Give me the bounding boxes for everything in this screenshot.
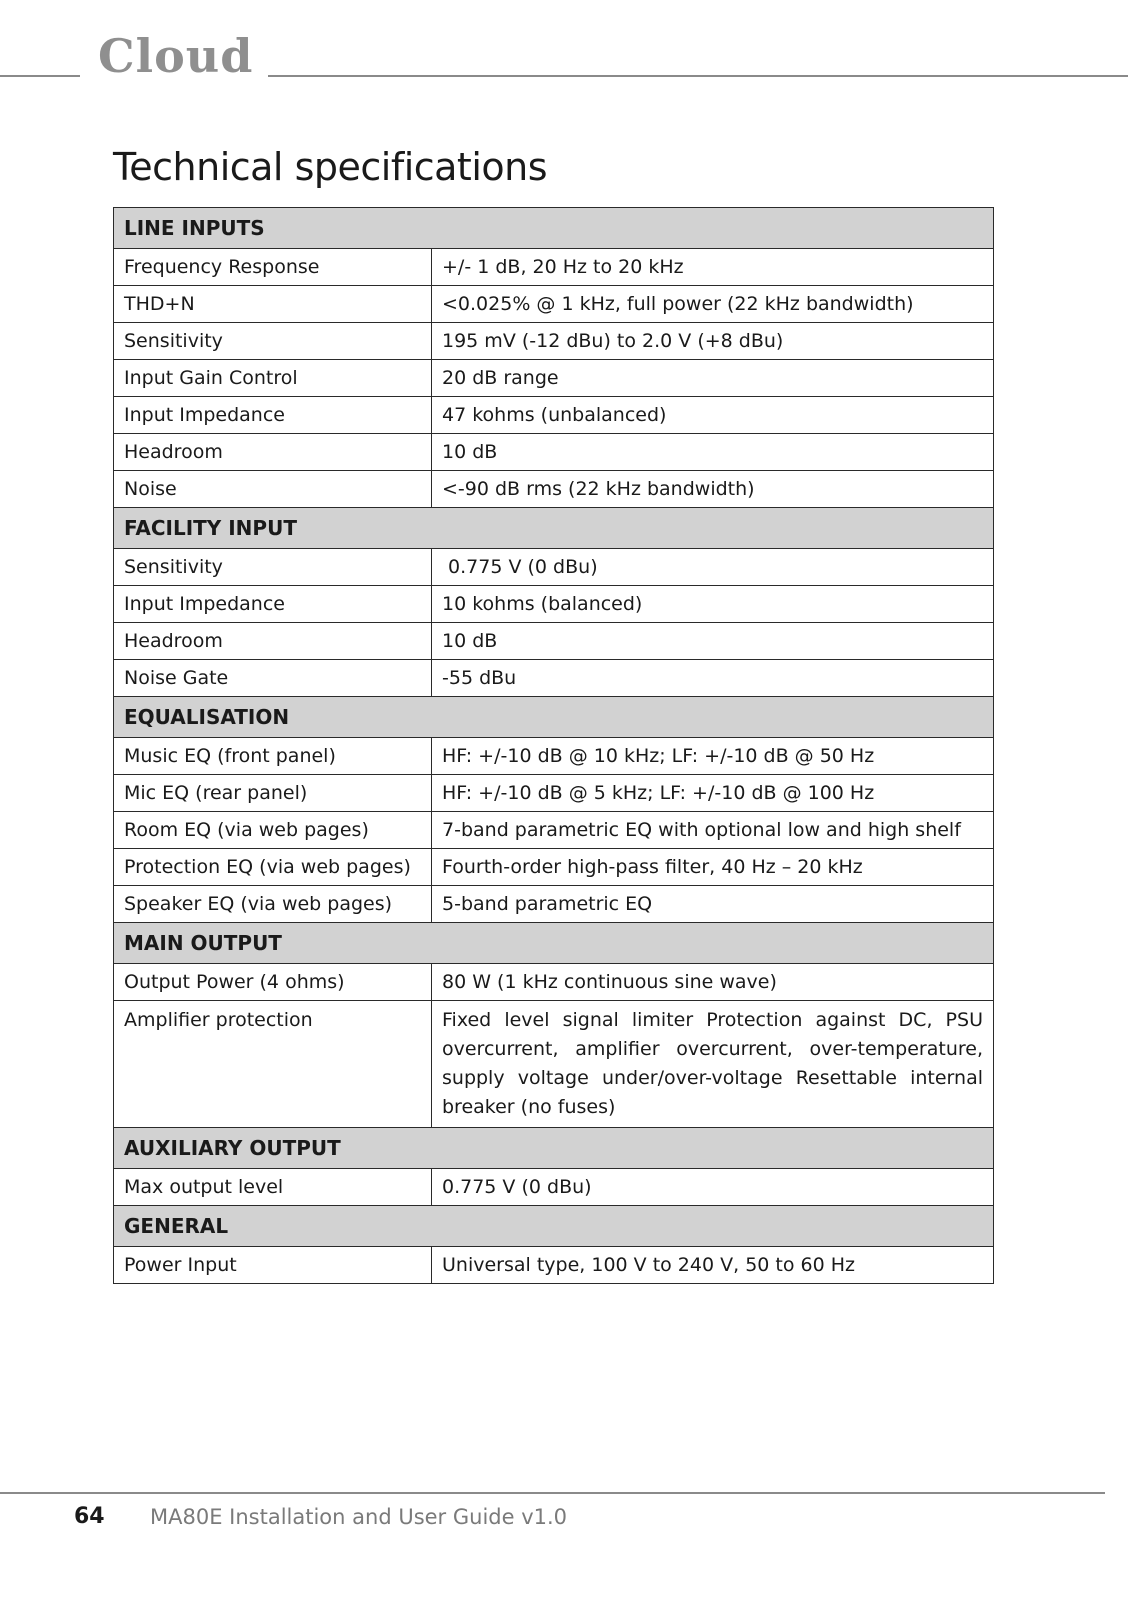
spec-value: HF: +/-10 dB @ 5 kHz; LF: +/-10 dB @ 100 Hz — [432, 775, 994, 812]
spec-label: THD+N — [114, 286, 432, 323]
spec-label: Headroom — [114, 623, 432, 660]
spec-row — [114, 397, 994, 434]
spec-row — [114, 549, 994, 586]
spec-value: -55 dBu — [432, 660, 994, 697]
spec-row — [114, 471, 994, 508]
spec-row — [114, 323, 994, 360]
section-header-row — [114, 923, 994, 964]
spec-label: Headroom — [114, 434, 432, 471]
spec-label: Sensitivity — [114, 323, 432, 360]
section-heading: MAIN OUTPUT — [114, 923, 994, 964]
spec-value: 10 dB — [432, 623, 994, 660]
spec-row — [114, 434, 994, 471]
section-heading: LINE INPUTS — [114, 208, 994, 249]
spec-label: Frequency Response — [114, 249, 432, 286]
spec-row — [114, 1247, 994, 1284]
header-rule-right — [268, 75, 1128, 77]
spec-row — [114, 1169, 994, 1206]
spec-label: Input Impedance — [114, 586, 432, 623]
page-title: Technical specifications — [113, 145, 548, 189]
section-header-row — [114, 208, 994, 249]
spec-row — [114, 886, 994, 923]
spec-row — [114, 360, 994, 397]
spec-value: <-90 dB rms (22 kHz bandwidth) — [432, 471, 994, 508]
spec-value: 80 W (1 kHz continuous sine wave) — [432, 964, 994, 1001]
spec-label: Protection EQ (via web pages) — [114, 849, 432, 886]
spec-label: Noise Gate — [114, 660, 432, 697]
spec-row — [114, 849, 994, 886]
document-title: MA80E Installation and User Guide v1.0 — [150, 1505, 568, 1529]
section-heading: GENERAL — [114, 1206, 994, 1247]
spec-row — [114, 964, 994, 1001]
spec-value: 0.775 V (0 dBu) — [432, 1169, 994, 1206]
spec-value: Fixed level signal limiter Protection against DC, PSU overcurrent, amplifier overcurrent, over-temperature, supply voltage under/over-voltage Resettable internal breaker (no fuses) — [432, 1001, 994, 1128]
spec-value: HF: +/-10 dB @ 10 kHz; LF: +/-10 dB @ 50 Hz — [432, 738, 994, 775]
spec-row — [114, 623, 994, 660]
section-header-row — [114, 508, 994, 549]
page-number: 64 — [74, 1504, 105, 1529]
section-heading: FACILITY INPUT — [114, 508, 994, 549]
spec-table — [113, 207, 994, 1284]
footer-rule — [0, 1492, 1105, 1494]
spec-label: Amplifier protection — [114, 1001, 432, 1128]
spec-value: 0.775 V (0 dBu) — [432, 549, 994, 586]
header-rule-left — [0, 75, 80, 77]
spec-value: Fourth-order high-pass filter, 40 Hz – 20 kHz — [432, 849, 994, 886]
spec-row — [114, 738, 994, 775]
spec-label: Music EQ (front panel) — [114, 738, 432, 775]
spec-label: Sensitivity — [114, 549, 432, 586]
spec-value: Universal type, 100 V to 240 V, 50 to 60 Hz — [432, 1247, 994, 1284]
spec-row — [114, 660, 994, 697]
spec-label: Mic EQ (rear panel) — [114, 775, 432, 812]
section-header-row — [114, 1128, 994, 1169]
spec-value: 10 dB — [432, 434, 994, 471]
spec-row — [114, 775, 994, 812]
spec-value: 10 kohms (balanced) — [432, 586, 994, 623]
section-heading: EQUALISATION — [114, 697, 994, 738]
spec-label: Input Impedance — [114, 397, 432, 434]
spec-row — [114, 249, 994, 286]
spec-row — [114, 812, 994, 849]
spec-value: +/- 1 dB, 20 Hz to 20 kHz — [432, 249, 994, 286]
section-header-row — [114, 1206, 994, 1247]
spec-label: Room EQ (via web pages) — [114, 812, 432, 849]
spec-label: Max output level — [114, 1169, 432, 1206]
spec-value: 5-band parametric EQ — [432, 886, 994, 923]
spec-table-body — [114, 208, 994, 1284]
spec-row — [114, 286, 994, 323]
spec-label: Input Gain Control — [114, 360, 432, 397]
spec-label: Power Input — [114, 1247, 432, 1284]
spec-row — [114, 586, 994, 623]
spec-row — [114, 1001, 994, 1128]
section-header-row — [114, 697, 994, 738]
spec-value: 7-band parametric EQ with optional low and high shelf — [432, 812, 994, 849]
cloud-logo: Cloud — [98, 29, 254, 83]
spec-value: 20 dB range — [432, 360, 994, 397]
spec-value: 195 mV (-12 dBu) to 2.0 V (+8 dBu) — [432, 323, 994, 360]
spec-label: Output Power (4 ohms) — [114, 964, 432, 1001]
spec-value: <0.025% @ 1 kHz, full power (22 kHz bandwidth) — [432, 286, 994, 323]
section-heading: AUXILIARY OUTPUT — [114, 1128, 994, 1169]
spec-label: Noise — [114, 471, 432, 508]
spec-label: Speaker EQ (via web pages) — [114, 886, 432, 923]
spec-value: 47 kohms (unbalanced) — [432, 397, 994, 434]
